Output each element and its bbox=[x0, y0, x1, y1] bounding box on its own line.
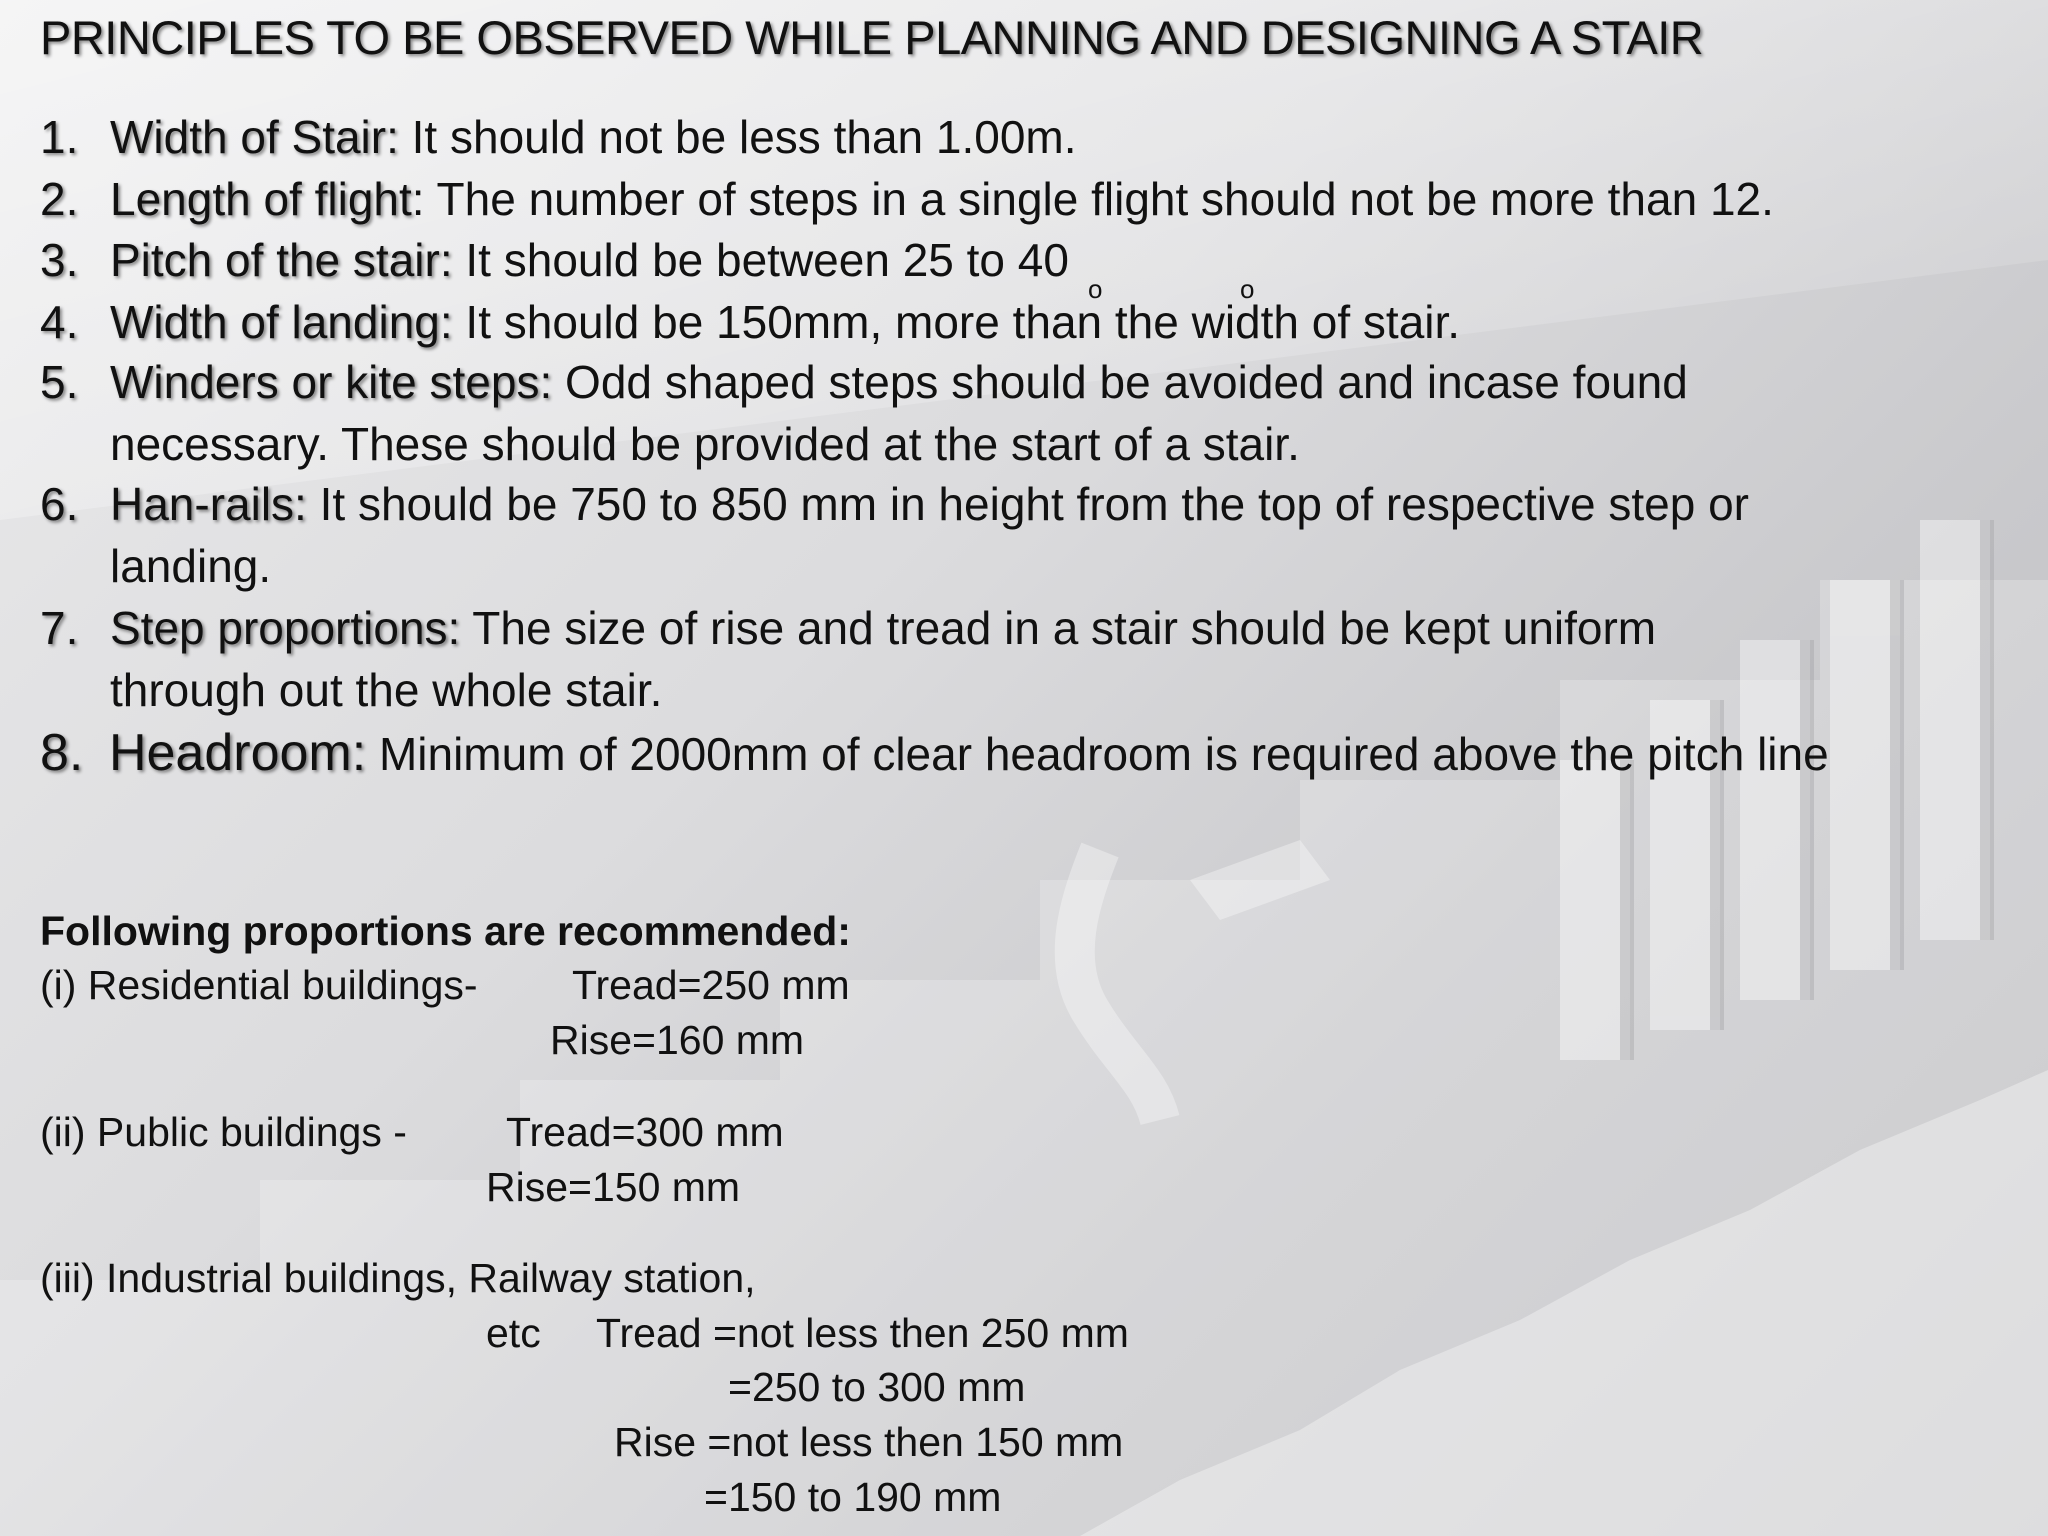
principle-number: 6. bbox=[40, 478, 79, 530]
recommend-heading: Following proportions are recommended: bbox=[40, 908, 851, 954]
principle-1 bbox=[40, 106, 1077, 168]
principle-number: 7. bbox=[40, 602, 79, 654]
industrial-tread-range: =250 to 300 mm bbox=[728, 1364, 1026, 1410]
principle-8 bbox=[40, 722, 1970, 785]
principle-2 bbox=[40, 168, 1774, 230]
industrial-rise-range: =150 to 190 mm bbox=[704, 1474, 1002, 1520]
principle-text: It should be between 25 to 40 bbox=[452, 234, 1069, 286]
industrial-tread: Tread =not less then 250 mm bbox=[596, 1310, 1129, 1356]
residential-label: (i) Residential buildings- bbox=[40, 962, 478, 1008]
degree-mark: o bbox=[1088, 274, 1103, 304]
principle-text: It should not be less than 1.00m. bbox=[398, 111, 1077, 163]
principle-heading: Pitch of the stair: bbox=[110, 234, 453, 286]
principle-heading: Step proportions: bbox=[110, 602, 461, 654]
industrial-etc: etc bbox=[486, 1310, 541, 1356]
principle-text: : The number of steps in a single flight should not be more than 12. bbox=[411, 173, 1774, 225]
principle-text: The size of rise and tread in a stair should be kept uniform bbox=[460, 602, 1657, 654]
principle-6 bbox=[40, 473, 1749, 597]
principle-7 bbox=[40, 597, 1656, 721]
principle-heading: Headroom: bbox=[108, 724, 367, 782]
principle-heading: Winders or kite steps: bbox=[110, 356, 553, 408]
residential-rise: Rise=160 mm bbox=[550, 1017, 805, 1063]
principle-heading: Han-rails: bbox=[110, 478, 307, 530]
principle-text: It should be 750 to 850 mm in height from the top of respective step or bbox=[306, 478, 1749, 530]
residential-tread: Tread=250 mm bbox=[572, 962, 850, 1008]
principle-heading: Width of Stair: bbox=[110, 111, 399, 163]
principle-number: 3. bbox=[40, 234, 79, 286]
principle-text: It should be 150mm, more than the width of stair. bbox=[452, 296, 1461, 348]
principle-4 bbox=[40, 291, 1460, 353]
principle-number: 2. bbox=[40, 173, 79, 225]
public-label: (ii) Public buildings - bbox=[40, 1109, 407, 1155]
industrial-label: (iii) Industrial buildings, Railway station, bbox=[40, 1255, 756, 1301]
principle-number: 8. bbox=[40, 724, 84, 782]
principle-text-continued: through out the whole stair. bbox=[110, 664, 663, 716]
principle-number: 5. bbox=[40, 356, 79, 408]
principle-text-continued: landing. bbox=[110, 540, 272, 592]
principle-text: Minimum of 2000mm of clear headroom is required above the pitch line bbox=[366, 728, 1829, 780]
public-rise: Rise=150 mm bbox=[486, 1164, 741, 1210]
principle-3 bbox=[40, 229, 1069, 291]
principle-5 bbox=[40, 351, 1688, 475]
principle-text-continued: necessary. These should be provided at the start of a stair. bbox=[110, 418, 1300, 470]
public-tread: Tread=300 mm bbox=[506, 1109, 784, 1155]
industrial-rise: Rise =not less then 150 mm bbox=[614, 1419, 1124, 1465]
slide-title: PRINCIPLES TO BE OBSERVED WHILE PLANNING AND DESIGNING A STAIR bbox=[40, 11, 1704, 64]
principle-number: 1. bbox=[40, 111, 79, 163]
principle-heading: Length of flight bbox=[110, 173, 412, 225]
degree-mark: o bbox=[1240, 274, 1255, 304]
principle-heading: Width of landing: bbox=[110, 296, 453, 348]
principle-number: 4. bbox=[40, 296, 79, 348]
principle-text: Odd shaped steps should be avoided and incase found bbox=[552, 356, 1688, 408]
